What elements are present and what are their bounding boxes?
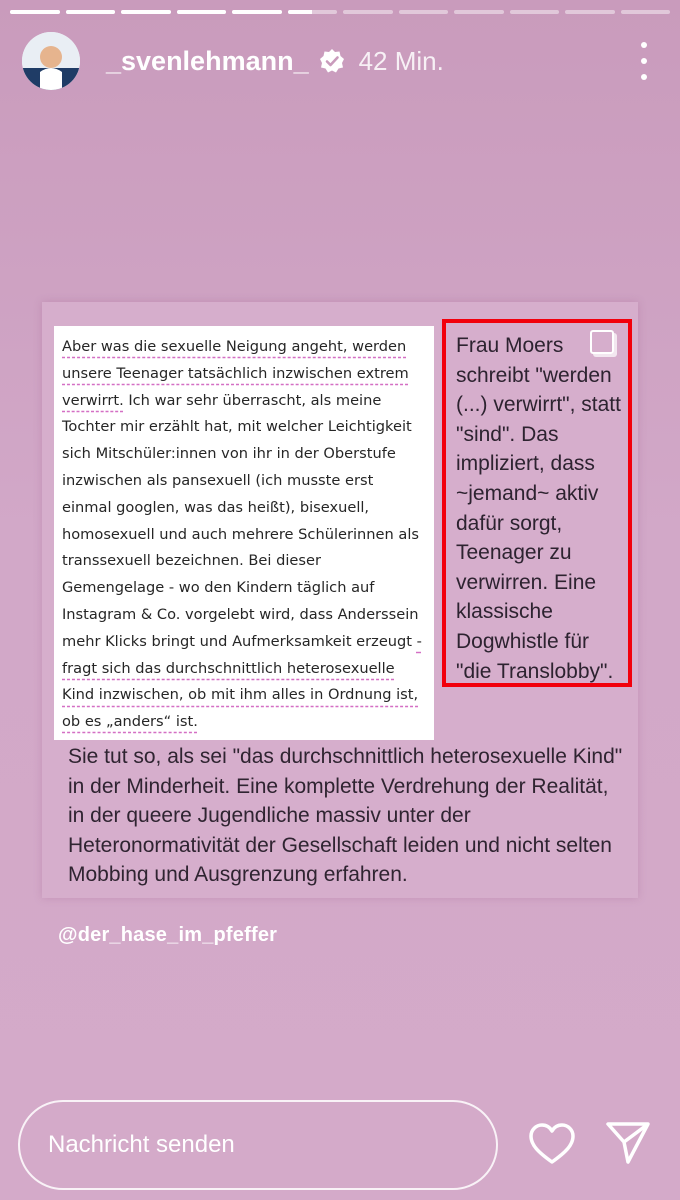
story-progress-fill (66, 10, 116, 14)
story-header (22, 30, 658, 92)
story-content-card (42, 302, 638, 898)
highlighted-comment-box (442, 319, 632, 687)
story-progress-fill (288, 10, 313, 14)
quote-body: Ich war sehr überrascht, als meine Tochter mir erzählt hat, mit welcher Leichtigkeit sich Mitschüler:innen von ihr in der Oberstufe inzwischen als pansexuell (ich musste erst einmal googlen, was das heißt), bisexuell, homosexuell und auch mehrere Schülerinnen als transsexuell bezeichnen. Bei dieser Gemengelage - wo den Kindern täglich auf Instagram & Co. vorgelebt wird, dass Anderssein mehr Klicks bringt und Aufmerksamkeit erzeugt (62, 391, 420, 650)
avatar[interactable] (22, 32, 80, 90)
quote-underlined-start: Aber was die sexuelle Neigung angeht, werden unsere Teenager tatsächlich inzwischen extrem verwirrt. (62, 338, 409, 409)
story-progress-fill (10, 10, 60, 14)
story-progress-segment (565, 10, 615, 14)
send-icon[interactable] (604, 1120, 652, 1166)
story-progress-segment (66, 10, 116, 14)
post-time: 42 Min. (358, 45, 444, 76)
heart-icon[interactable] (528, 1122, 576, 1166)
story-progress-segment (288, 10, 338, 14)
story-progress-fill (232, 10, 282, 14)
story-progress-bar (10, 10, 670, 14)
quoted-article-excerpt (54, 326, 434, 740)
story-progress-fill (177, 10, 227, 14)
copy-square-icon (590, 330, 614, 354)
comment-text: Frau Moers schreibt "werden (...) verwirrt", statt "sind". Das impliziert, dass ~jemand~ aktiv dafür sorgt, Teenager zu verwirren. Eine klassische Dogwhistle für "die Translobby". (456, 334, 621, 683)
more-vertical-icon[interactable] (638, 42, 650, 80)
story-progress-segment (232, 10, 282, 14)
commentary-paragraph: Sie tut so, als sei "das durchschnittlich heterosexuelle Kind" in der Minderheit. Eine komplette Verdrehung der Realität, in der queere Jugendliche massiv unter der Heteronormativität der Gesellschaft leiden und nicht selten Mobbing und Ausgrenzung erfahren. (68, 745, 623, 886)
username[interactable]: _svenlehmann_ (106, 45, 309, 76)
mention-sticker[interactable]: @der_hase_im_pfeffer (58, 924, 278, 946)
message-field-container[interactable] (18, 1100, 498, 1190)
story-progress-segment (454, 10, 504, 14)
story-progress-segment (510, 10, 560, 14)
story-progress-segment (10, 10, 60, 14)
verified-badge-icon (319, 48, 345, 74)
story-progress-fill (121, 10, 171, 14)
message-input[interactable] (46, 1130, 470, 1160)
story-progress-segment (621, 10, 671, 14)
quote-underlined-end: - fragt sich das durchschnittlich heterosexuelle Kind inzwischen, ob mit ihm alles in Ordnung ist, ob es „anders“ ist. (62, 632, 422, 731)
story-progress-segment (343, 10, 393, 14)
story-progress-segment (399, 10, 449, 14)
story-progress-segment (121, 10, 171, 14)
story-progress-segment (177, 10, 227, 14)
